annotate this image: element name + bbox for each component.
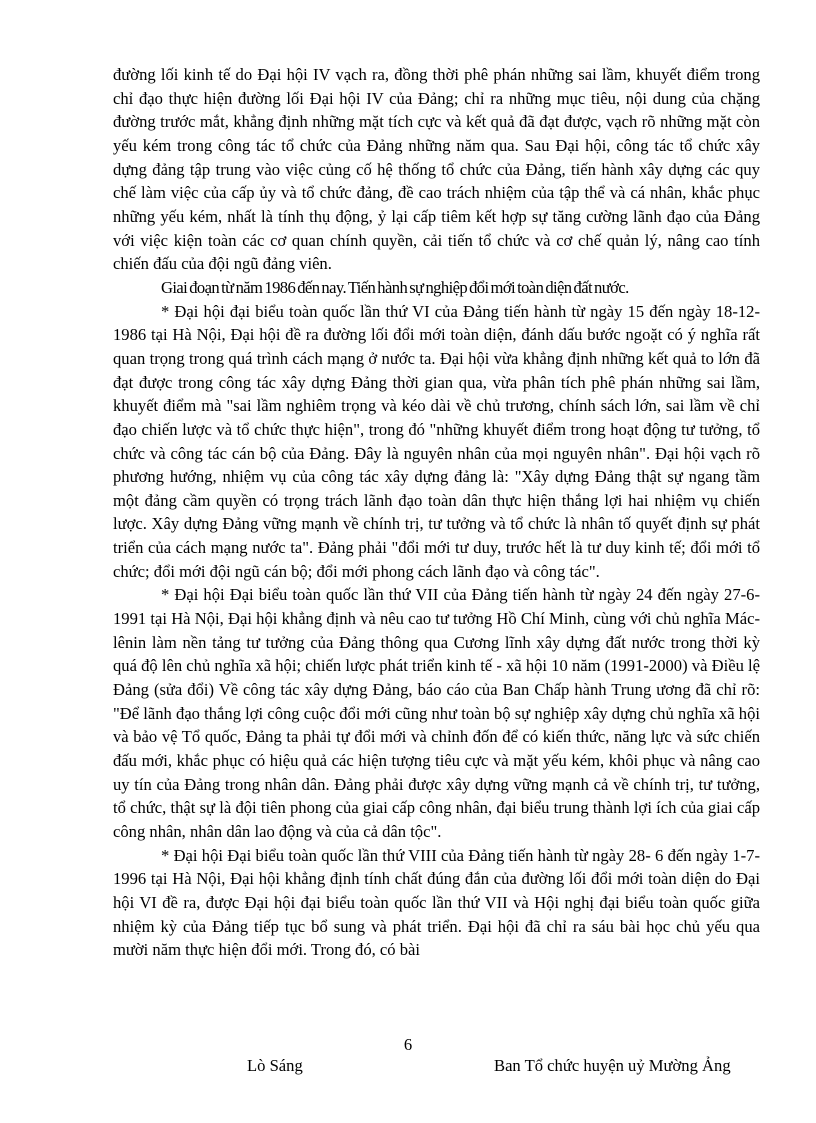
paragraph-congress-vii: * Đại hội Đại biểu toàn quốc lần thứ VII của Đảng tiến hành từ ngày 24 đến ngày 27-6-1991 tại Hà Nội, Đại hội khẳng định và nêu cao tư tưởng Hồ Chí Minh, cùng với chủ nghĩa Mác-lênin làm nền tảng tư tưởng của Đảng thông qua Cương lĩnh xây dựng đất nước trong thời kỳ quá độ lên chủ nghĩa xã hội; chiến lược phát triển kinh tế - xã hội 10 năm (1991-2000) và Điều lệ Đảng (sửa đổi) Về công tác xây dựng Đảng, báo cáo của Ban Chấp hành Trung ương đã chỉ rõ: "Để lãnh đạo thắng lợi công cuộc đổi mới cũng như toàn bộ sự nghiệp xây dựng chủ nghĩa xã hội và bảo vệ Tổ quốc, Đảng ta phải tự đổi mới và chỉnh đốn để có kiến thức, năng lực và sức chiến đấu mới, khắc phục có hiệu quả các hiện tượng tiêu cực và mặt yếu kém, khôi phục và nâng cao uy tín của Đảng trong nhân dân. Đảng phải được xây dựng vững mạnh cả về chính trị, tư tưởng, tổ chức, thật sự là đội tiên phong của giai cấp công nhân, đại biểu trung thành lợi ích của giai cấp công nhân, nhân dân lao động và của cả dân tộc". xyxy=(113,585,760,841)
paragraph-congress-viii: * Đại hội Đại biểu toàn quốc lần thứ VIII của Đảng tiến hành từ ngày 28- 6 đến ngày 1-7-1996 tại Hà Nội, Đại hội khẳng định tính chất đúng đắn của đường lối đổi mới toàn diện do Đại hội VI đề ra, được Đại hội đại biểu toàn quốc lần thứ VII và Hội nghị đại biểu toàn quốc giữa nhiệm kỳ của Đảng tiếp tục bổ sung và phát triển. Đại hội đã chỉ ra sáu bài học chủ yếu qua mười năm thực hiện đổi mới. Trong đó, có bài xyxy=(113,845,760,960)
paragraph-congress-vi: * Đại hội đại biểu toàn quốc lần thứ VI của Đảng tiến hành từ ngày 15 đến ngày 18-12-1986 tại Hà Nội, Đại hội đề ra đường lối đổi mới toàn diện, đánh dấu bước ngoặt có ý nghĩa rất quan trọng trong quá trình cách mạng ở nước ta. Đại hội vừa khẳng định những kết quả to lớn đã đạt được trong công tác xây dựng Đảng thời gian qua, vừa phân tích phê phán những sai lầm, khuyết điểm mà "sai lầm nghiêm trọng và kéo dài về chủ trương, chính sách lớn, sai lầm về chỉ đạo chiến lược và tổ chức thực hiện", trong đó "những khuyết điểm trong hoạt động tư tưởng, tổ chức và công tác cán bộ của Đảng. Đây là nguyên nhân của mọi nguyên nhân". Đại hội vạch rõ phương hướng, nhiệm vụ của công tác xây dựng đảng là: "Xây dựng Đảng thật sự ngang tầm một đảng cầm quyền có trọng trách lãnh đạo toàn dân thực hiện thắng lợi hai nhiệm vụ chiến lược. Xây dựng Đảng vững mạnh về chính trị, tư tưởng và tổ chức là nhân tố quyết định sự phát triển của cách mạng nước ta". Đảng phải "đổi mới tư duy, trước hết là tư duy kinh tế; đổi mới tổ chức; đổi mới đội ngũ cán bộ; đổi mới phong cách lãnh đạo và công tác". xyxy=(113,301,760,581)
footer-organization: Ban Tổ chức huyện uỷ Mường Ảng xyxy=(494,1056,731,1075)
paragraph-continuation: đường lối kinh tế do Đại hội IV vạch ra, đồng thời phê phán những sai lầm, khuyết điểm trong chỉ đạo thực hiện đường lối Đại hội IV của Đảng; chỉ ra những mục tiêu, nội dung của chặng đường trước mắt, khẳng định những mặt tích cực và kết quả đã đạt được, vạch rõ những mặt còn yếu kém trong công tác tổ chức của Đảng những năm qua. Sau Đại hội, công tác tổ chức xây dựng đảng tập trung vào việc củng cố hệ thống tổ chức của Đảng, tiến hành xây dựng các quy chế làm việc của cấp ủy và tổ chức đảng, đề cao trách nhiệm của tập thể và cá nhân, khắc phục những yếu kém, nhất là tính thụ động, ỷ lại cấp tiêm kết hợp sự tăng cường lãnh đạo của Đảng với việc kiện toàn các cơ quan chính quyền, cải tiến tổ chức và cơ chế quản lý, nâng cao tính chiến đấu của đội ngũ đảng viên. xyxy=(113,65,760,274)
section-heading: Giai đoạn từ năm 1986 đến nay. Tiến hành sự nghiệp đổi mới toàn diện đất nước. xyxy=(161,277,629,297)
page-number: 6 xyxy=(403,1035,413,1054)
document-body xyxy=(113,63,760,962)
page-footer xyxy=(0,1055,816,1077)
footer-author: Lò Sáng xyxy=(247,1056,303,1075)
